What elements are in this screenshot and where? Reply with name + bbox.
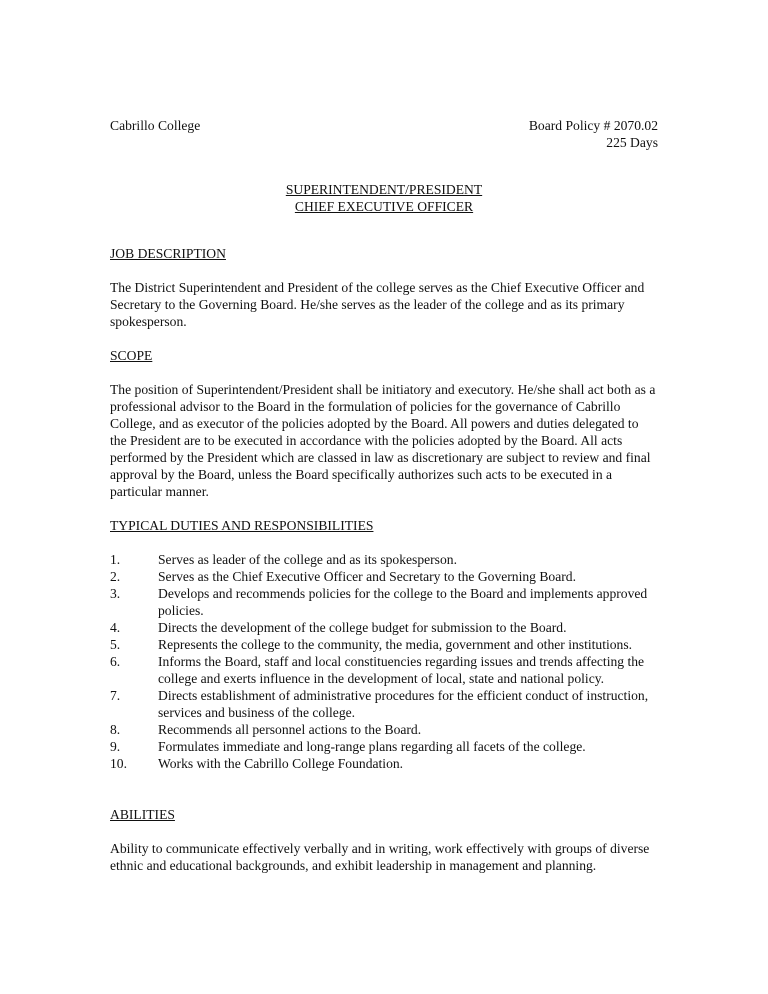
list-item bbox=[110, 755, 658, 772]
list-item bbox=[110, 636, 658, 653]
scope-section bbox=[110, 347, 658, 500]
list-item bbox=[110, 738, 658, 755]
policy-days: 225 Days bbox=[606, 135, 658, 150]
list-item-number: 7. bbox=[110, 688, 121, 703]
list-item-number: 1. bbox=[110, 552, 121, 567]
abilities-heading: ABILITIES bbox=[110, 807, 175, 822]
list-item-text: Directs establishment of administrative procedures for the efficient conduct of instruction, services and business of the college. bbox=[158, 688, 649, 720]
document-page bbox=[110, 117, 658, 874]
scope-text: The position of Superintendent/President shall be initiatory and executory. He/she shall act both as a professional advisor to the Board in the formulation of policies for the governance of Cabrillo College, and as executor of the policies adopted by the Board. All powers and duties delegated to the President are to be executed in accordance with the policies adopted by the Board. All acts performed by the President which are classed in law as discretionary are subject to review and final approval by the Board, unless the Board specifically authorizes such acts to be executed in a particular manner. bbox=[110, 382, 656, 499]
list-item-text: Recommends all personnel actions to the Board. bbox=[158, 722, 422, 737]
list-item-number: 9. bbox=[110, 739, 121, 754]
list-item-text: Directs the development of the college budget for submission to the Board. bbox=[158, 620, 567, 635]
list-item-number: 5. bbox=[110, 637, 121, 652]
job-description-text: The District Superintendent and President of the college serves as the Chief Executive Officer and Secretary to the Governing Board. He/she serves as the leader of the college and as its primary spokesperson. bbox=[110, 280, 645, 329]
duties-heading: TYPICAL DUTIES AND RESPONSIBILITIES bbox=[110, 518, 374, 533]
list-item-number: 6. bbox=[110, 654, 121, 669]
list-item bbox=[110, 619, 658, 636]
policy-number: Board Policy # 2070.02 bbox=[528, 118, 658, 133]
list-item bbox=[110, 551, 658, 568]
title-line-2: CHIEF EXECUTIVE OFFICER bbox=[294, 199, 474, 214]
list-item-number: 2. bbox=[110, 569, 121, 584]
list-item bbox=[110, 721, 658, 738]
list-item-text: Works with the Cabrillo College Foundation. bbox=[158, 756, 404, 771]
list-item-number: 10. bbox=[110, 756, 127, 771]
abilities-text: Ability to communicate effectively verbally and in writing, work effectively with groups of diverse ethnic and educational backgrounds, and exhibit leadership in management and planning. bbox=[110, 841, 650, 873]
title-line-1: SUPERINTENDENT/PRESIDENT bbox=[285, 182, 483, 197]
list-item-text: Represents the college to the community, the media, government and other institutions. bbox=[158, 637, 633, 652]
list-item-text: Informs the Board, staff and local constituencies regarding issues and trends affecting the college and exerts influence in the development of local, state and national policy. bbox=[158, 654, 645, 686]
job-description-heading: JOB DESCRIPTION bbox=[110, 246, 226, 261]
abilities-section bbox=[110, 806, 658, 874]
institution-name: Cabrillo College bbox=[110, 118, 201, 133]
list-item-text: Formulates immediate and long-range plans regarding all facets of the college. bbox=[158, 739, 586, 754]
document-title bbox=[110, 181, 658, 215]
list-item-text: Serves as the Chief Executive Officer and Secretary to the Governing Board. bbox=[158, 569, 576, 584]
scope-heading: SCOPE bbox=[110, 348, 153, 363]
job-description-section bbox=[110, 245, 658, 330]
duties-list bbox=[110, 551, 658, 772]
duties-section bbox=[110, 517, 658, 772]
list-item bbox=[110, 687, 658, 721]
list-item-number: 4. bbox=[110, 620, 121, 635]
document-header bbox=[110, 117, 658, 151]
list-item-number: 8. bbox=[110, 722, 121, 737]
list-item bbox=[110, 585, 658, 619]
list-item-text: Serves as leader of the college and as its spokesperson. bbox=[158, 552, 457, 567]
list-item bbox=[110, 653, 658, 687]
list-item bbox=[110, 568, 658, 585]
list-item-number: 3. bbox=[110, 586, 121, 601]
policy-reference bbox=[529, 117, 658, 151]
list-item-text: Develops and recommends policies for the college to the Board and implements approved policies. bbox=[158, 586, 648, 618]
